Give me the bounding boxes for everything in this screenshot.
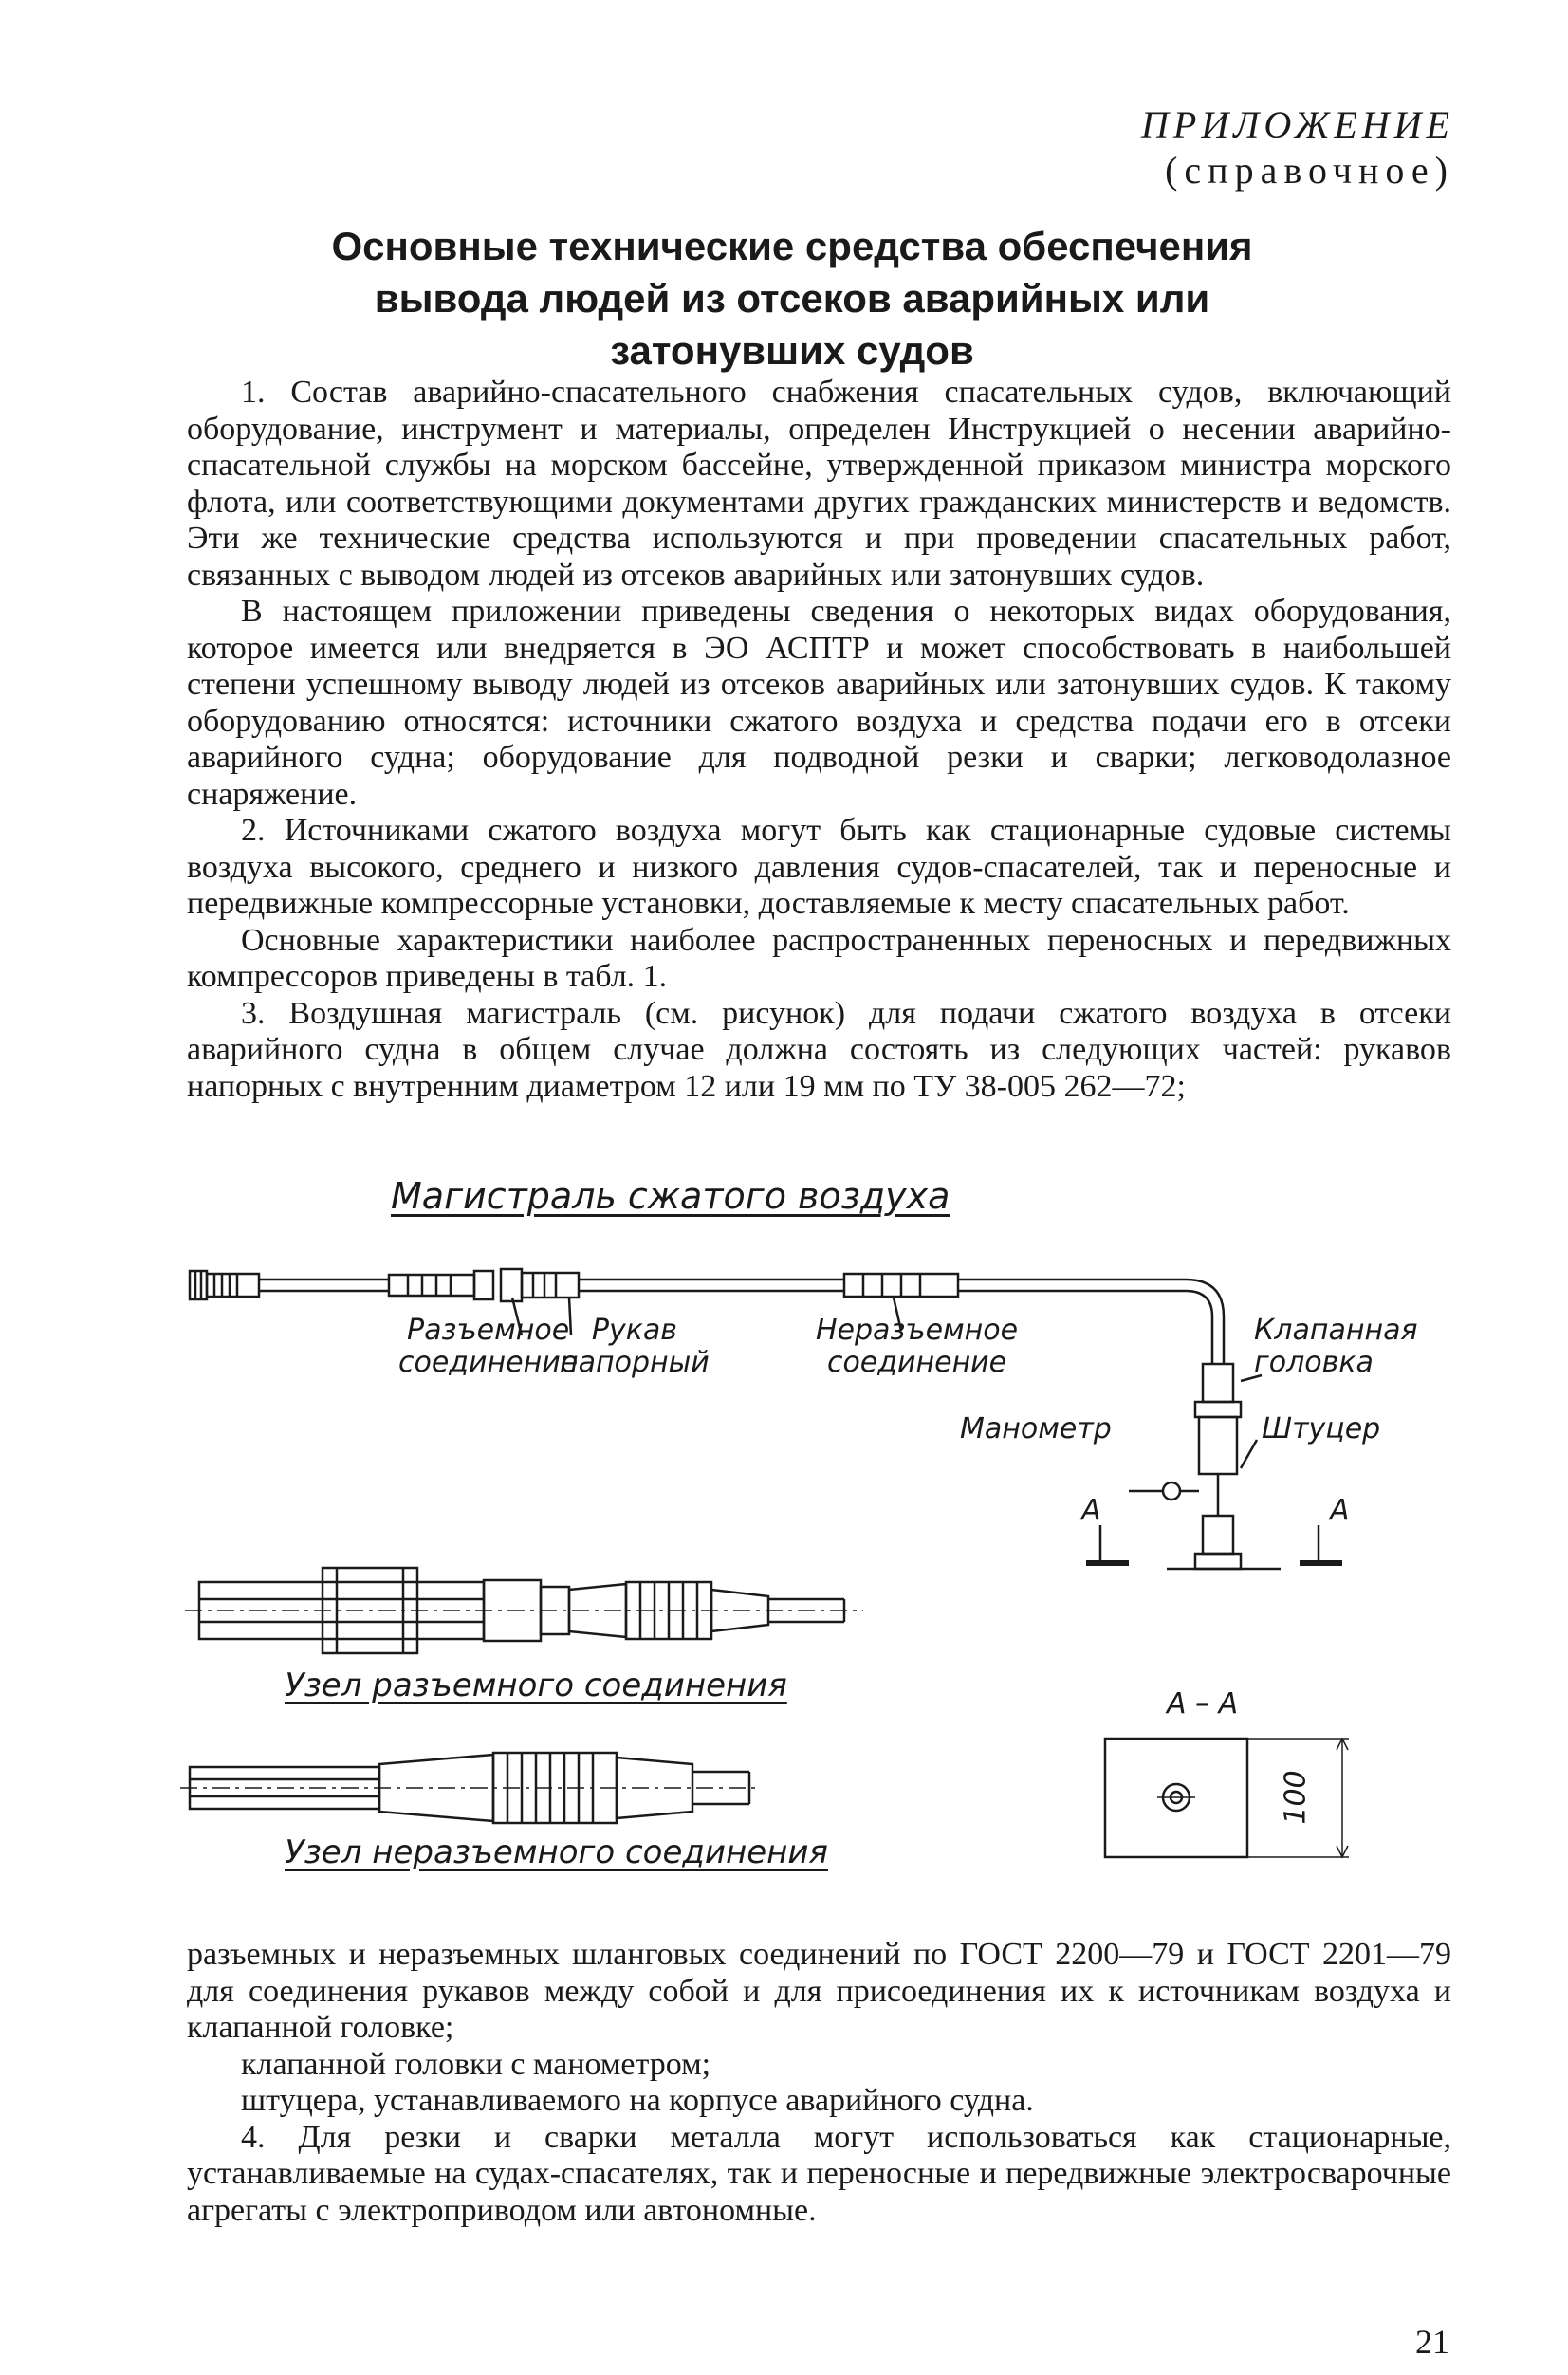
label-detachable-line-1: Разъемное	[407, 1314, 570, 1347]
detachable-joint-detail	[185, 1568, 863, 1653]
valve-head	[1163, 1364, 1281, 1569]
paragraph-8: штуцера, устанавливаемого на корпусе аварийного судна.	[241, 2083, 1034, 2118]
nondetachable-joint-detail	[180, 1753, 759, 1823]
paragraph-4: Основные характеристики наиболее распространенных переносных и передвижных компрессоров приведены в табл. 1.	[187, 922, 1451, 994]
paragraph-9: 4. Для резки и сварки металла могут использоваться как стационарные, устанавливаемые на судах-спасателях, так и переносные и передвижные электросварочные агрегаты с электроприводом или автономные.	[187, 2119, 1451, 2228]
label-detachable-line-2: соединение	[398, 1346, 579, 1379]
label-section-title: А – А	[1167, 1687, 1239, 1721]
paragraph-2: В настоящем приложении приведены сведения о некоторых видах оборудования, которое имеется или внедряется в ЭО АСПТР и может способствовать в наибольшей степени успешному выводу людей из отсеков аварийных или затонувших судов. К такому оборудованию относятся: источники сжатого воздуха и средства подачи его в отсеки аварийного судна; оборудование для подводной резки и сварки; легководолазное снаряжение.	[187, 594, 1451, 812]
label-manometer: Манометр	[960, 1412, 1112, 1445]
label-detachable-joint	[398, 1315, 578, 1379]
label-dimension: 100	[1279, 1770, 1313, 1825]
title-line-2: вывода людей из отсеков аварийных или	[374, 276, 1210, 321]
paragraph-7: клапанной головки с манометром;	[241, 2046, 711, 2082]
body-text-upper	[187, 375, 1451, 1105]
paragraph-6: разъемных и неразъемных шланговых соединений по ГОСТ 2200—79 и ГОСТ 2201—79 для соединения рукавов между собой и для присоединения их к источникам воздуха и клапанной головке;	[187, 1937, 1451, 2045]
title-line-1: Основные технические средства обеспечения	[331, 224, 1253, 268]
label-valve-line-2: головка	[1254, 1346, 1374, 1379]
label-fitting: Штуцер	[1262, 1412, 1381, 1445]
section-marks	[1086, 1525, 1342, 1563]
label-hose-line-2: напорный	[560, 1346, 710, 1379]
paragraph-5: 3. Воздушная магистраль (см. рисунок) для подачи сжатого воздуха в отсеки аварийного судна в общем случае должна состоять из следующих частей: рукавов напорных с внутренним диаметром 12 или 19 мм по ТУ 38-005 262—72;	[187, 995, 1451, 1104]
air-line-drawing	[180, 1165, 1442, 1895]
title-line-3: затонувших судов	[610, 328, 974, 373]
appendix-label: ПРИЛОЖЕНИЕ	[1141, 103, 1454, 146]
page-number: 21	[1415, 2323, 1449, 2361]
caption-detachable-joint: Узел разъемного соединения	[285, 1666, 787, 1704]
appendix-header	[1141, 102, 1454, 193]
page-title	[190, 220, 1394, 377]
label-nondetachable-joint	[816, 1315, 1018, 1379]
label-section-right: А	[1330, 1494, 1350, 1527]
figure-title: Магистраль сжатого воздуха	[391, 1175, 950, 1217]
label-nondetachable-line-2: соединение	[826, 1346, 1007, 1379]
appendix-reference: (справочное)	[1165, 149, 1454, 192]
caption-nondetachable-joint: Узел неразъемного соединения	[285, 1833, 828, 1871]
label-pressure-hose	[560, 1315, 710, 1379]
paragraph-1: 1. Состав аварийно-спасательного снабжения спасательных судов, включающий оборудование, инструмент и материалы, определен Инструкцией о несении аварийно-спасательной службы на морском бассейне, утвержденной приказом министра морского флота, или соответствующими документами других гражданских министерств и ведомств. Эти же технические средства используются и при проведении спасательных работ, связанных с выводом людей из отсеков аварийных или затонувших судов.	[187, 375, 1451, 593]
label-valve-line-1: Клапанная	[1254, 1314, 1418, 1347]
label-valve-head	[1254, 1315, 1418, 1379]
label-nondetachable-line-1: Неразъемное	[816, 1314, 1019, 1347]
air-line-figure	[180, 1165, 1442, 1895]
body-text-lower	[187, 1937, 1451, 2229]
label-section-left: А	[1081, 1494, 1101, 1527]
label-hose-line-1: Рукав	[591, 1314, 677, 1347]
paragraph-3: 2. Источниками сжатого воздуха могут быть как стационарные судовые системы воздуха высокого, среднего и низкого давления судов-спасателей, так и переносные и передвижные компрессорные установки, доставляемые к месту спасательных работ.	[187, 813, 1451, 921]
